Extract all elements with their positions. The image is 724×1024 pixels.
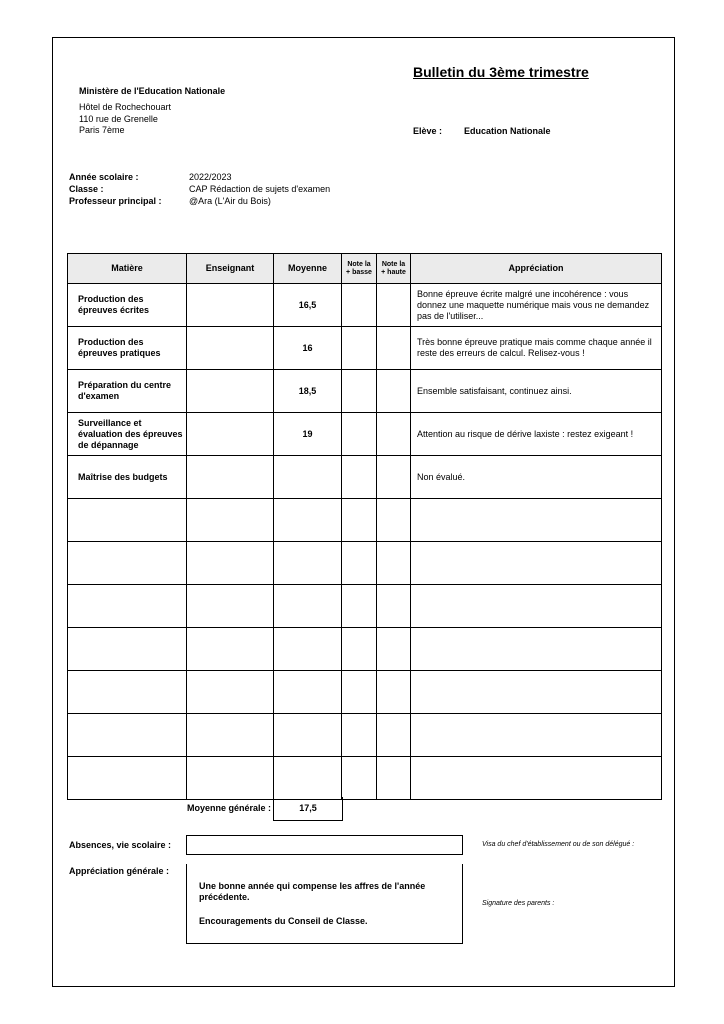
empty-table-row bbox=[68, 714, 662, 757]
student-label: Elève : bbox=[413, 126, 443, 136]
empty-cell bbox=[187, 714, 274, 757]
lowest-cell bbox=[342, 327, 377, 370]
empty-cell bbox=[342, 714, 377, 757]
highest-cell bbox=[377, 327, 411, 370]
empty-cell bbox=[274, 542, 342, 585]
empty-cell bbox=[411, 499, 662, 542]
appreciation-cell: Non évalué. bbox=[411, 456, 662, 499]
lowest-cell bbox=[342, 284, 377, 327]
subject-line: de dépannage bbox=[78, 439, 139, 450]
empty-cell bbox=[377, 628, 411, 671]
empty-cell bbox=[377, 714, 411, 757]
empty-cell bbox=[342, 757, 377, 800]
teacher-value: @Ara (L'Air du Bois) bbox=[189, 196, 271, 206]
table-row bbox=[68, 413, 662, 456]
empty-cell bbox=[342, 585, 377, 628]
subject-line: évaluation des épreuves bbox=[78, 428, 183, 439]
general-average-label: Moyenne générale : bbox=[187, 803, 272, 813]
teacher-label: Professeur principal : bbox=[69, 196, 162, 206]
empty-cell bbox=[274, 671, 342, 714]
general-appreciation-line-1: Une bonne année qui compense les affres de l'année bbox=[199, 881, 426, 891]
empty-cell bbox=[411, 757, 662, 800]
signature-label: Signature des parents : bbox=[482, 900, 555, 907]
header-lowest-bottom: + basse bbox=[346, 268, 372, 276]
subject-cell bbox=[68, 413, 187, 456]
empty-cell bbox=[274, 585, 342, 628]
empty-cell bbox=[342, 671, 377, 714]
lowest-cell bbox=[342, 370, 377, 413]
empty-table-row bbox=[68, 585, 662, 628]
table-header-row bbox=[68, 254, 662, 284]
appreciation-cell: Attention au risque de dérive laxiste : restez exigeant ! bbox=[411, 413, 662, 456]
header-appreciation: Appréciation bbox=[411, 254, 662, 284]
address-line-3: Paris 7ème bbox=[79, 125, 125, 135]
year-value: 2022/2023 bbox=[189, 172, 232, 182]
subject-cell bbox=[68, 370, 187, 413]
general-average-value: 17,5 bbox=[273, 797, 343, 821]
subject-line: Production des bbox=[78, 294, 144, 304]
class-label: Classe : bbox=[69, 184, 104, 194]
grades-table bbox=[67, 253, 662, 800]
header-teacher: Enseignant bbox=[187, 254, 274, 284]
empty-table-row bbox=[68, 542, 662, 585]
empty-cell bbox=[411, 671, 662, 714]
subject-line: Production des bbox=[78, 337, 144, 347]
empty-cell bbox=[342, 628, 377, 671]
empty-cell bbox=[411, 542, 662, 585]
table-row bbox=[68, 284, 662, 327]
header-highest-bottom: + haute bbox=[381, 268, 406, 276]
subject-cell bbox=[68, 284, 187, 327]
teacher-cell bbox=[187, 413, 274, 456]
highest-cell bbox=[377, 456, 411, 499]
subject-line: Maîtrise des budgets bbox=[78, 471, 168, 482]
average-cell: 18,5 bbox=[274, 370, 342, 413]
highest-cell bbox=[377, 370, 411, 413]
teacher-cell bbox=[187, 327, 274, 370]
empty-table-row bbox=[68, 628, 662, 671]
empty-table-row bbox=[68, 671, 662, 714]
empty-cell bbox=[377, 757, 411, 800]
address-line-2: 110 rue de Grenelle bbox=[79, 114, 158, 124]
subject-line: épreuves écrites bbox=[78, 305, 150, 315]
header-highest-top: Note la bbox=[381, 260, 406, 268]
table-row bbox=[68, 370, 662, 413]
empty-cell bbox=[68, 499, 187, 542]
visa-label: Visa du chef d'établissement ou de son délégué : bbox=[482, 841, 635, 848]
empty-cell bbox=[411, 628, 662, 671]
council-encouragement: Encouragements du Conseil de Classe. bbox=[199, 916, 368, 926]
empty-cell bbox=[187, 671, 274, 714]
empty-cell bbox=[187, 499, 274, 542]
empty-cell bbox=[342, 542, 377, 585]
empty-table-row bbox=[68, 499, 662, 542]
lowest-cell bbox=[342, 456, 377, 499]
subject-cell bbox=[68, 327, 187, 370]
empty-cell bbox=[187, 628, 274, 671]
teacher-cell bbox=[187, 456, 274, 499]
highest-cell bbox=[377, 413, 411, 456]
teacher-cell bbox=[187, 370, 274, 413]
general-appreciation-line-2: précédente. bbox=[199, 892, 250, 902]
student-value: Education Nationale bbox=[464, 126, 551, 136]
header-lowest-top: Note la bbox=[347, 260, 371, 268]
subject-line: Surveillance et bbox=[78, 417, 142, 428]
empty-cell bbox=[274, 628, 342, 671]
subject-line: d'examen bbox=[78, 391, 120, 401]
empty-cell bbox=[377, 499, 411, 542]
appreciation-cell: Ensemble satisfaisant, continuez ainsi. bbox=[411, 370, 662, 413]
absences-label: Absences, vie scolaire : bbox=[69, 840, 172, 850]
empty-cell bbox=[68, 628, 187, 671]
year-label: Année scolaire : bbox=[69, 172, 139, 182]
header-subject: Matière bbox=[68, 254, 187, 284]
average-cell: 19 bbox=[274, 413, 342, 456]
empty-cell bbox=[68, 714, 187, 757]
absences-field bbox=[186, 835, 463, 855]
empty-cell bbox=[377, 585, 411, 628]
empty-cell bbox=[68, 671, 187, 714]
average-cell: 16 bbox=[274, 327, 342, 370]
empty-cell bbox=[274, 714, 342, 757]
subject-line: Préparation du centre bbox=[78, 380, 172, 390]
average-cell: 16,5 bbox=[274, 284, 342, 327]
lowest-cell bbox=[342, 413, 377, 456]
table-row bbox=[68, 456, 662, 499]
header-highest bbox=[377, 254, 411, 284]
appreciation-cell: Bonne épreuve écrite malgré une incohérence : vous donnez une maquette numérique mais vous ne demandez pas de l'utiliser... bbox=[411, 284, 662, 327]
empty-table-row bbox=[68, 757, 662, 800]
appreciation-cell: Très bonne épreuve pratique mais comme chaque année il reste des erreurs de calcul. Relisez-vous ! bbox=[411, 327, 662, 370]
address-line-1: Hôtel de Rochechouart bbox=[79, 102, 172, 112]
class-value: CAP Rédaction de sujets d'examen bbox=[189, 184, 331, 194]
empty-cell bbox=[68, 757, 187, 800]
average-cell bbox=[274, 456, 342, 499]
empty-cell bbox=[411, 585, 662, 628]
empty-cell bbox=[411, 714, 662, 757]
bulletin-title: Bulletin du 3ème trimestre bbox=[413, 64, 589, 80]
empty-cell bbox=[274, 757, 342, 800]
header-average: Moyenne bbox=[274, 254, 342, 284]
empty-cell bbox=[68, 585, 187, 628]
highest-cell bbox=[377, 284, 411, 327]
empty-cell bbox=[187, 542, 274, 585]
subject-cell bbox=[68, 456, 187, 499]
table-row bbox=[68, 327, 662, 370]
general-appreciation-label: Appréciation générale : bbox=[69, 866, 170, 876]
empty-cell bbox=[377, 542, 411, 585]
header-lowest bbox=[342, 254, 377, 284]
ministry-name: Ministère de l'Education Nationale bbox=[79, 86, 226, 96]
teacher-cell bbox=[187, 284, 274, 327]
empty-cell bbox=[68, 542, 187, 585]
subject-line: épreuves pratiques bbox=[78, 348, 161, 358]
general-appreciation-box bbox=[186, 864, 463, 944]
empty-cell bbox=[274, 499, 342, 542]
empty-cell bbox=[187, 757, 274, 800]
empty-cell bbox=[342, 499, 377, 542]
empty-cell bbox=[187, 585, 274, 628]
empty-cell bbox=[377, 671, 411, 714]
